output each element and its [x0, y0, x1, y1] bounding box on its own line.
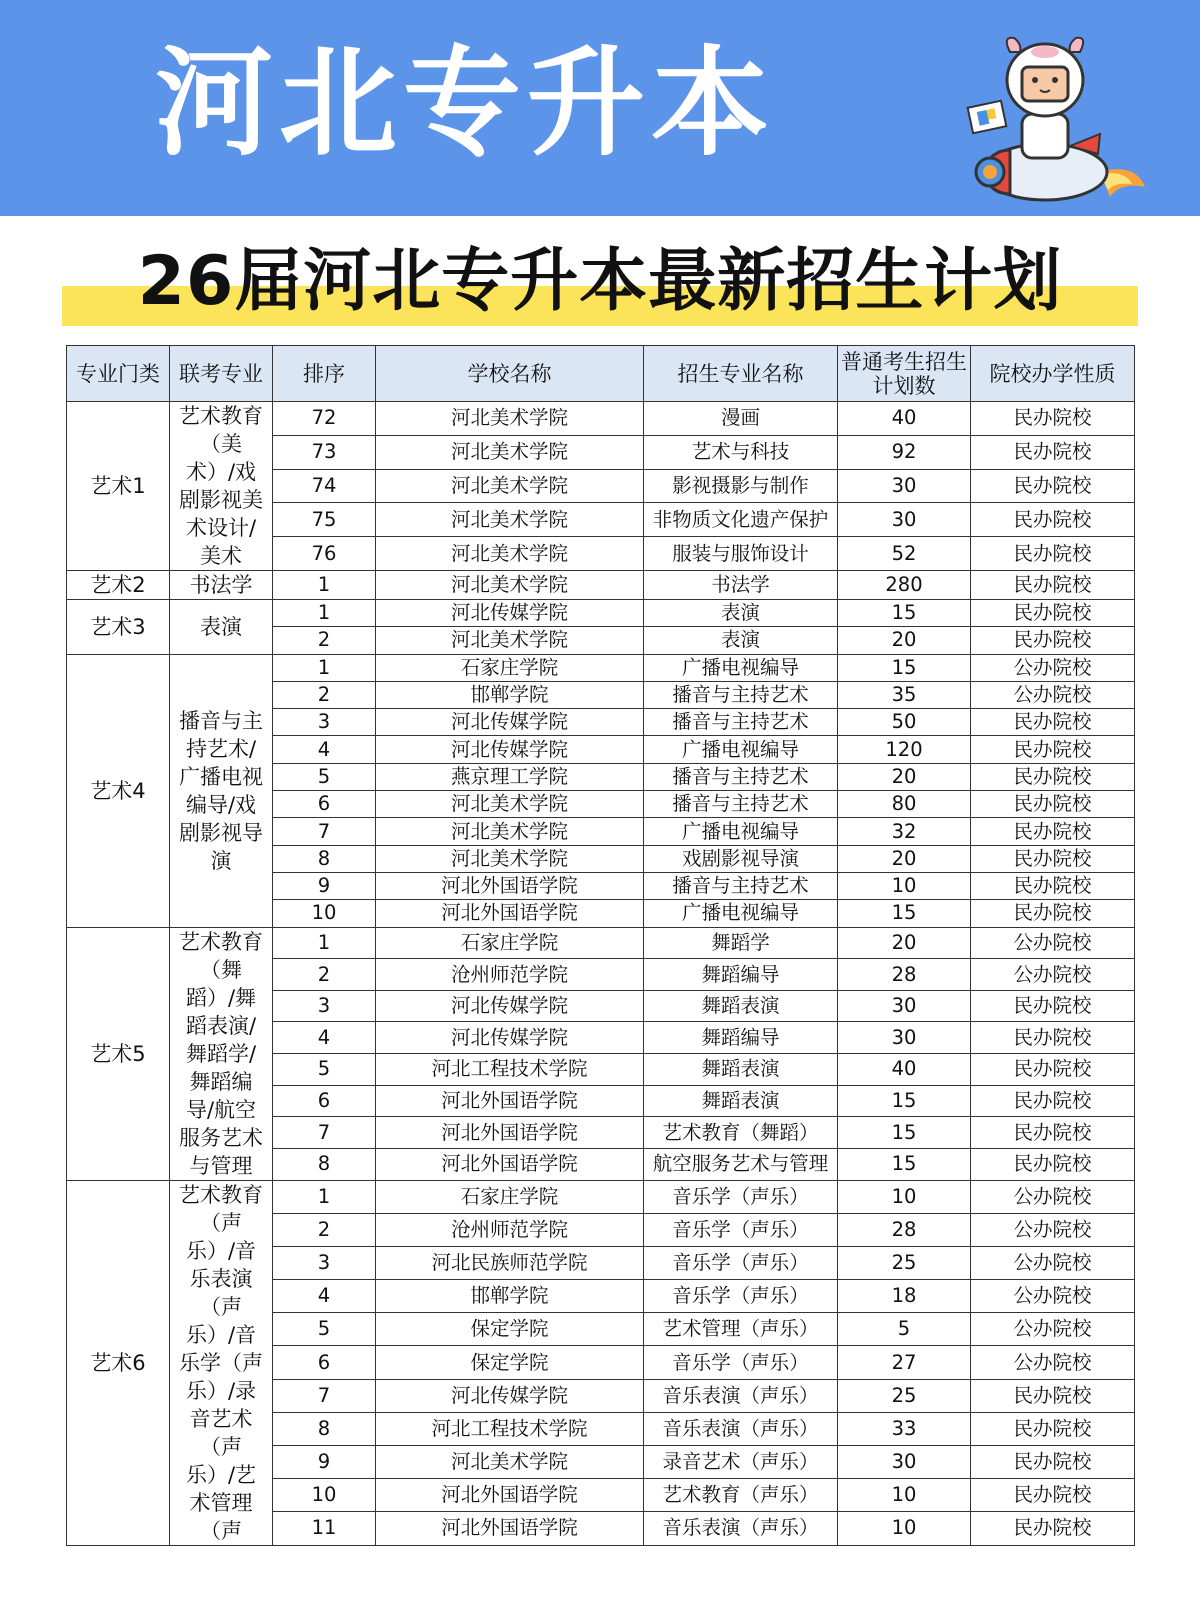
plan-count-cell: 33	[838, 1412, 971, 1445]
plan-count-cell: 40	[838, 1054, 971, 1086]
table-row	[67, 402, 1135, 436]
school-cell: 河北外国语学院	[376, 1117, 644, 1149]
school-cell: 河北工程技术学院	[376, 1054, 644, 1086]
school-type-cell: 民办院校	[971, 503, 1135, 537]
order-cell: 1	[273, 600, 376, 627]
major-cell: 音乐表演（声乐）	[644, 1412, 838, 1445]
order-cell: 1	[273, 571, 376, 600]
school-cell: 沧州师范学院	[376, 959, 644, 991]
header-category: 专业门类	[67, 346, 170, 402]
plan-count-cell: 80	[838, 791, 971, 818]
school-cell: 河北美术学院	[376, 435, 644, 469]
major-cell: 广播电视编导	[644, 736, 838, 763]
major-cell: 表演	[644, 600, 838, 627]
exam-subject-text: 艺术教育（声乐）/音乐表演（声乐）/音乐学（声乐）/录音艺术（声乐）/艺术管理（声	[179, 1182, 263, 1543]
school-cell: 河北美术学院	[376, 469, 644, 503]
major-cell: 书法学	[644, 571, 838, 600]
plan-count-cell: 10	[838, 872, 971, 899]
school-type-cell: 民办院校	[971, 600, 1135, 627]
plan-count-cell: 20	[838, 845, 971, 872]
plan-count-cell: 30	[838, 1022, 971, 1054]
plan-count-cell: 10	[838, 1180, 971, 1213]
major-cell: 音乐表演（声乐）	[644, 1512, 838, 1545]
exam-subject-cell	[170, 600, 273, 655]
plan-count-cell: 20	[838, 627, 971, 654]
order-cell: 1	[273, 654, 376, 681]
school-cell: 河北传媒学院	[376, 1379, 644, 1412]
school-type-cell: 民办院校	[971, 627, 1135, 654]
table-row	[67, 600, 1135, 627]
plan-count-cell: 15	[838, 1117, 971, 1149]
plan-count-cell: 15	[838, 654, 971, 681]
school-type-cell: 民办院校	[971, 435, 1135, 469]
school-cell: 邯郸学院	[376, 681, 644, 708]
plan-count-cell: 28	[838, 959, 971, 991]
major-cell: 音乐学（声乐）	[644, 1180, 838, 1213]
major-cell: 音乐学（声乐）	[644, 1246, 838, 1279]
major-cell: 舞蹈编导	[644, 1022, 838, 1054]
school-cell: 石家庄学院	[376, 927, 644, 959]
category-cell: 艺术1	[67, 402, 170, 571]
order-cell: 8	[273, 845, 376, 872]
plan-count-cell: 30	[838, 469, 971, 503]
school-type-cell: 民办院校	[971, 1479, 1135, 1512]
plan-count-cell: 28	[838, 1213, 971, 1246]
major-cell: 播音与主持艺术	[644, 763, 838, 790]
header-subject: 联考专业	[170, 346, 273, 402]
school-cell: 河北美术学院	[376, 627, 644, 654]
order-cell: 6	[273, 1346, 376, 1379]
school-cell: 河北美术学院	[376, 402, 644, 436]
plan-count-cell: 50	[838, 709, 971, 736]
school-type-cell: 民办院校	[971, 872, 1135, 899]
order-cell: 7	[273, 1117, 376, 1149]
major-cell: 艺术教育（舞蹈）	[644, 1117, 838, 1149]
school-cell: 保定学院	[376, 1313, 644, 1346]
school-type-cell: 民办院校	[971, 709, 1135, 736]
school-type-cell: 公办院校	[971, 927, 1135, 959]
school-type-cell: 民办院校	[971, 1445, 1135, 1478]
school-type-cell: 民办院校	[971, 571, 1135, 600]
school-cell: 河北传媒学院	[376, 709, 644, 736]
major-cell: 播音与主持艺术	[644, 709, 838, 736]
school-cell: 河北传媒学院	[376, 736, 644, 763]
school-type-cell: 民办院校	[971, 990, 1135, 1022]
school-cell: 河北美术学院	[376, 818, 644, 845]
header-major: 招生专业名称	[644, 346, 838, 402]
order-cell: 3	[273, 990, 376, 1022]
order-cell: 73	[273, 435, 376, 469]
school-cell: 河北美术学院	[376, 571, 644, 600]
school-type-cell: 公办院校	[971, 1346, 1135, 1379]
plan-count-cell: 25	[838, 1379, 971, 1412]
school-type-cell: 公办院校	[971, 1280, 1135, 1313]
order-cell: 7	[273, 1379, 376, 1412]
exam-subject-text: 播音与主持艺术/广播电视编导/戏剧影视导演	[179, 708, 263, 873]
school-type-cell: 民办院校	[971, 469, 1135, 503]
school-type-cell: 民办院校	[971, 1022, 1135, 1054]
order-cell: 2	[273, 959, 376, 991]
exam-subject-cell	[170, 927, 273, 1180]
header-order: 排序	[273, 346, 376, 402]
category-cell: 艺术4	[67, 654, 170, 927]
school-cell: 河北美术学院	[376, 537, 644, 571]
school-cell: 河北传媒学院	[376, 1022, 644, 1054]
school-cell: 河北传媒学院	[376, 600, 644, 627]
school-cell: 河北传媒学院	[376, 990, 644, 1022]
header-school-type: 院校办学性质	[971, 346, 1135, 402]
school-cell: 石家庄学院	[376, 1180, 644, 1213]
major-cell: 艺术教育（声乐）	[644, 1479, 838, 1512]
order-cell: 4	[273, 1280, 376, 1313]
school-type-cell: 民办院校	[971, 791, 1135, 818]
school-type-cell: 公办院校	[971, 654, 1135, 681]
order-cell: 7	[273, 818, 376, 845]
order-cell: 1	[273, 927, 376, 959]
major-cell: 漫画	[644, 402, 838, 436]
order-cell: 2	[273, 681, 376, 708]
school-type-cell: 民办院校	[971, 1379, 1135, 1412]
major-cell: 广播电视编导	[644, 900, 838, 927]
plan-count-cell: 5	[838, 1313, 971, 1346]
school-cell: 河北外国语学院	[376, 900, 644, 927]
major-cell: 戏剧影视导演	[644, 845, 838, 872]
order-cell: 3	[273, 709, 376, 736]
category-cell: 艺术5	[67, 927, 170, 1180]
school-type-cell: 公办院校	[971, 1213, 1135, 1246]
major-cell: 音乐学（声乐）	[644, 1346, 838, 1379]
order-cell: 8	[273, 1148, 376, 1180]
school-cell: 河北外国语学院	[376, 1479, 644, 1512]
plan-count-cell: 15	[838, 900, 971, 927]
major-cell: 舞蹈编导	[644, 959, 838, 991]
order-cell: 2	[273, 627, 376, 654]
school-cell: 邯郸学院	[376, 1280, 644, 1313]
school-cell: 河北美术学院	[376, 791, 644, 818]
major-cell: 舞蹈表演	[644, 1054, 838, 1086]
major-cell: 服装与服饰设计	[644, 537, 838, 571]
table-body	[67, 402, 1135, 1546]
major-cell: 航空服务艺术与管理	[644, 1148, 838, 1180]
plan-count-cell: 120	[838, 736, 971, 763]
major-cell: 录音艺术（声乐）	[644, 1445, 838, 1478]
order-cell: 6	[273, 791, 376, 818]
header-school: 学校名称	[376, 346, 644, 402]
major-cell: 音乐表演（声乐）	[644, 1379, 838, 1412]
school-type-cell: 民办院校	[971, 537, 1135, 571]
plan-count-cell: 10	[838, 1479, 971, 1512]
school-cell: 河北美术学院	[376, 1445, 644, 1478]
major-cell: 音乐学（声乐）	[644, 1213, 838, 1246]
plan-count-cell: 27	[838, 1346, 971, 1379]
exam-subject-cell	[170, 1180, 273, 1545]
order-cell: 9	[273, 1445, 376, 1478]
order-cell: 76	[273, 537, 376, 571]
school-type-cell: 公办院校	[971, 1246, 1135, 1279]
major-cell: 播音与主持艺术	[644, 681, 838, 708]
plan-count-cell: 15	[838, 1148, 971, 1180]
order-cell: 5	[273, 1054, 376, 1086]
major-cell: 表演	[644, 627, 838, 654]
order-cell: 5	[273, 1313, 376, 1346]
plan-count-cell: 30	[838, 503, 971, 537]
school-cell: 河北外国语学院	[376, 1085, 644, 1117]
major-cell: 非物质文化遗产保护	[644, 503, 838, 537]
school-type-cell: 民办院校	[971, 845, 1135, 872]
school-type-cell: 民办院校	[971, 818, 1135, 845]
school-cell: 河北工程技术学院	[376, 1412, 644, 1445]
school-type-cell: 民办院校	[971, 1412, 1135, 1445]
school-type-cell: 民办院校	[971, 1512, 1135, 1545]
plan-count-cell: 280	[838, 571, 971, 600]
plan-count-cell: 25	[838, 1246, 971, 1279]
plan-count-cell: 18	[838, 1280, 971, 1313]
plan-count-cell: 10	[838, 1512, 971, 1545]
table-row	[67, 1180, 1135, 1213]
header-plan-count: 普通考生招生计划数	[838, 346, 971, 402]
school-cell: 河北美术学院	[376, 845, 644, 872]
major-cell: 广播电视编导	[644, 654, 838, 681]
exam-subject-text: 艺术教育（舞蹈）/舞蹈表演/舞蹈学/舞蹈编导/航空服务艺术与管理	[179, 929, 263, 1178]
major-cell: 广播电视编导	[644, 818, 838, 845]
category-cell: 艺术3	[67, 600, 170, 655]
order-cell: 10	[273, 1479, 376, 1512]
order-cell: 2	[273, 1213, 376, 1246]
subtitle: 26届河北专升本最新招生计划	[137, 242, 1063, 321]
exam-subject-cell	[170, 571, 273, 600]
school-cell: 河北外国语学院	[376, 1512, 644, 1545]
enrollment-plan-table	[66, 345, 1135, 1546]
order-cell: 9	[273, 872, 376, 899]
school-type-cell: 公办院校	[971, 1313, 1135, 1346]
school-cell: 河北美术学院	[376, 503, 644, 537]
table-row	[67, 571, 1135, 600]
school-cell: 石家庄学院	[376, 654, 644, 681]
major-cell: 艺术管理（声乐）	[644, 1313, 838, 1346]
order-cell: 6	[273, 1085, 376, 1117]
school-type-cell: 公办院校	[971, 1180, 1135, 1213]
school-type-cell: 民办院校	[971, 1148, 1135, 1180]
plan-count-cell: 30	[838, 1445, 971, 1478]
top-banner	[0, 0, 1200, 216]
subtitle-block	[62, 236, 1138, 328]
school-cell: 河北民族师范学院	[376, 1246, 644, 1279]
order-cell: 3	[273, 1246, 376, 1279]
school-cell: 河北外国语学院	[376, 872, 644, 899]
order-cell: 75	[273, 503, 376, 537]
school-type-cell: 公办院校	[971, 681, 1135, 708]
school-cell: 沧州师范学院	[376, 1213, 644, 1246]
order-cell: 4	[273, 1022, 376, 1054]
order-cell: 74	[273, 469, 376, 503]
major-cell: 播音与主持艺术	[644, 791, 838, 818]
exam-subject-cell	[170, 402, 273, 571]
plan-count-cell: 40	[838, 402, 971, 436]
major-cell: 播音与主持艺术	[644, 872, 838, 899]
table-header-row	[67, 346, 1135, 402]
category-cell: 艺术6	[67, 1180, 170, 1545]
plan-count-cell: 20	[838, 763, 971, 790]
plan-count-cell: 32	[838, 818, 971, 845]
table-row	[67, 654, 1135, 681]
major-cell: 舞蹈表演	[644, 990, 838, 1022]
order-cell: 1	[273, 1180, 376, 1213]
order-cell: 5	[273, 763, 376, 790]
school-cell: 河北外国语学院	[376, 1148, 644, 1180]
plan-count-cell: 35	[838, 681, 971, 708]
major-cell: 音乐学（声乐）	[644, 1280, 838, 1313]
plan-count-cell: 92	[838, 435, 971, 469]
plan-count-cell: 52	[838, 537, 971, 571]
major-cell: 舞蹈学	[644, 927, 838, 959]
school-type-cell: 民办院校	[971, 402, 1135, 436]
school-type-cell: 民办院校	[971, 1117, 1135, 1149]
exam-subject-text: 表演	[200, 614, 242, 639]
school-type-cell: 民办院校	[971, 900, 1135, 927]
school-type-cell: 民办院校	[971, 1054, 1135, 1086]
exam-subject-text: 艺术教育（美术）/戏剧影视美术设计/美术	[179, 404, 263, 568]
category-cell: 艺术2	[67, 571, 170, 600]
order-cell: 72	[273, 402, 376, 436]
order-cell: 10	[273, 900, 376, 927]
order-cell: 8	[273, 1412, 376, 1445]
school-type-cell: 公办院校	[971, 959, 1135, 991]
plan-count-cell: 15	[838, 1085, 971, 1117]
school-type-cell: 民办院校	[971, 736, 1135, 763]
order-cell: 4	[273, 736, 376, 763]
order-cell: 11	[273, 1512, 376, 1545]
banner-title: 河北专升本	[154, 34, 775, 172]
plan-count-cell: 30	[838, 990, 971, 1022]
table-row	[67, 927, 1135, 959]
major-cell: 艺术与科技	[644, 435, 838, 469]
major-cell: 影视摄影与制作	[644, 469, 838, 503]
plan-count-cell: 20	[838, 927, 971, 959]
plan-count-cell: 15	[838, 600, 971, 627]
exam-subject-cell	[170, 654, 273, 927]
school-cell: 保定学院	[376, 1346, 644, 1379]
major-cell: 舞蹈表演	[644, 1085, 838, 1117]
school-type-cell: 民办院校	[971, 763, 1135, 790]
school-cell: 燕京理工学院	[376, 763, 644, 790]
school-type-cell: 民办院校	[971, 1085, 1135, 1117]
exam-subject-text: 书法学	[189, 573, 253, 597]
rocket-mascot-icon	[950, 22, 1150, 212]
